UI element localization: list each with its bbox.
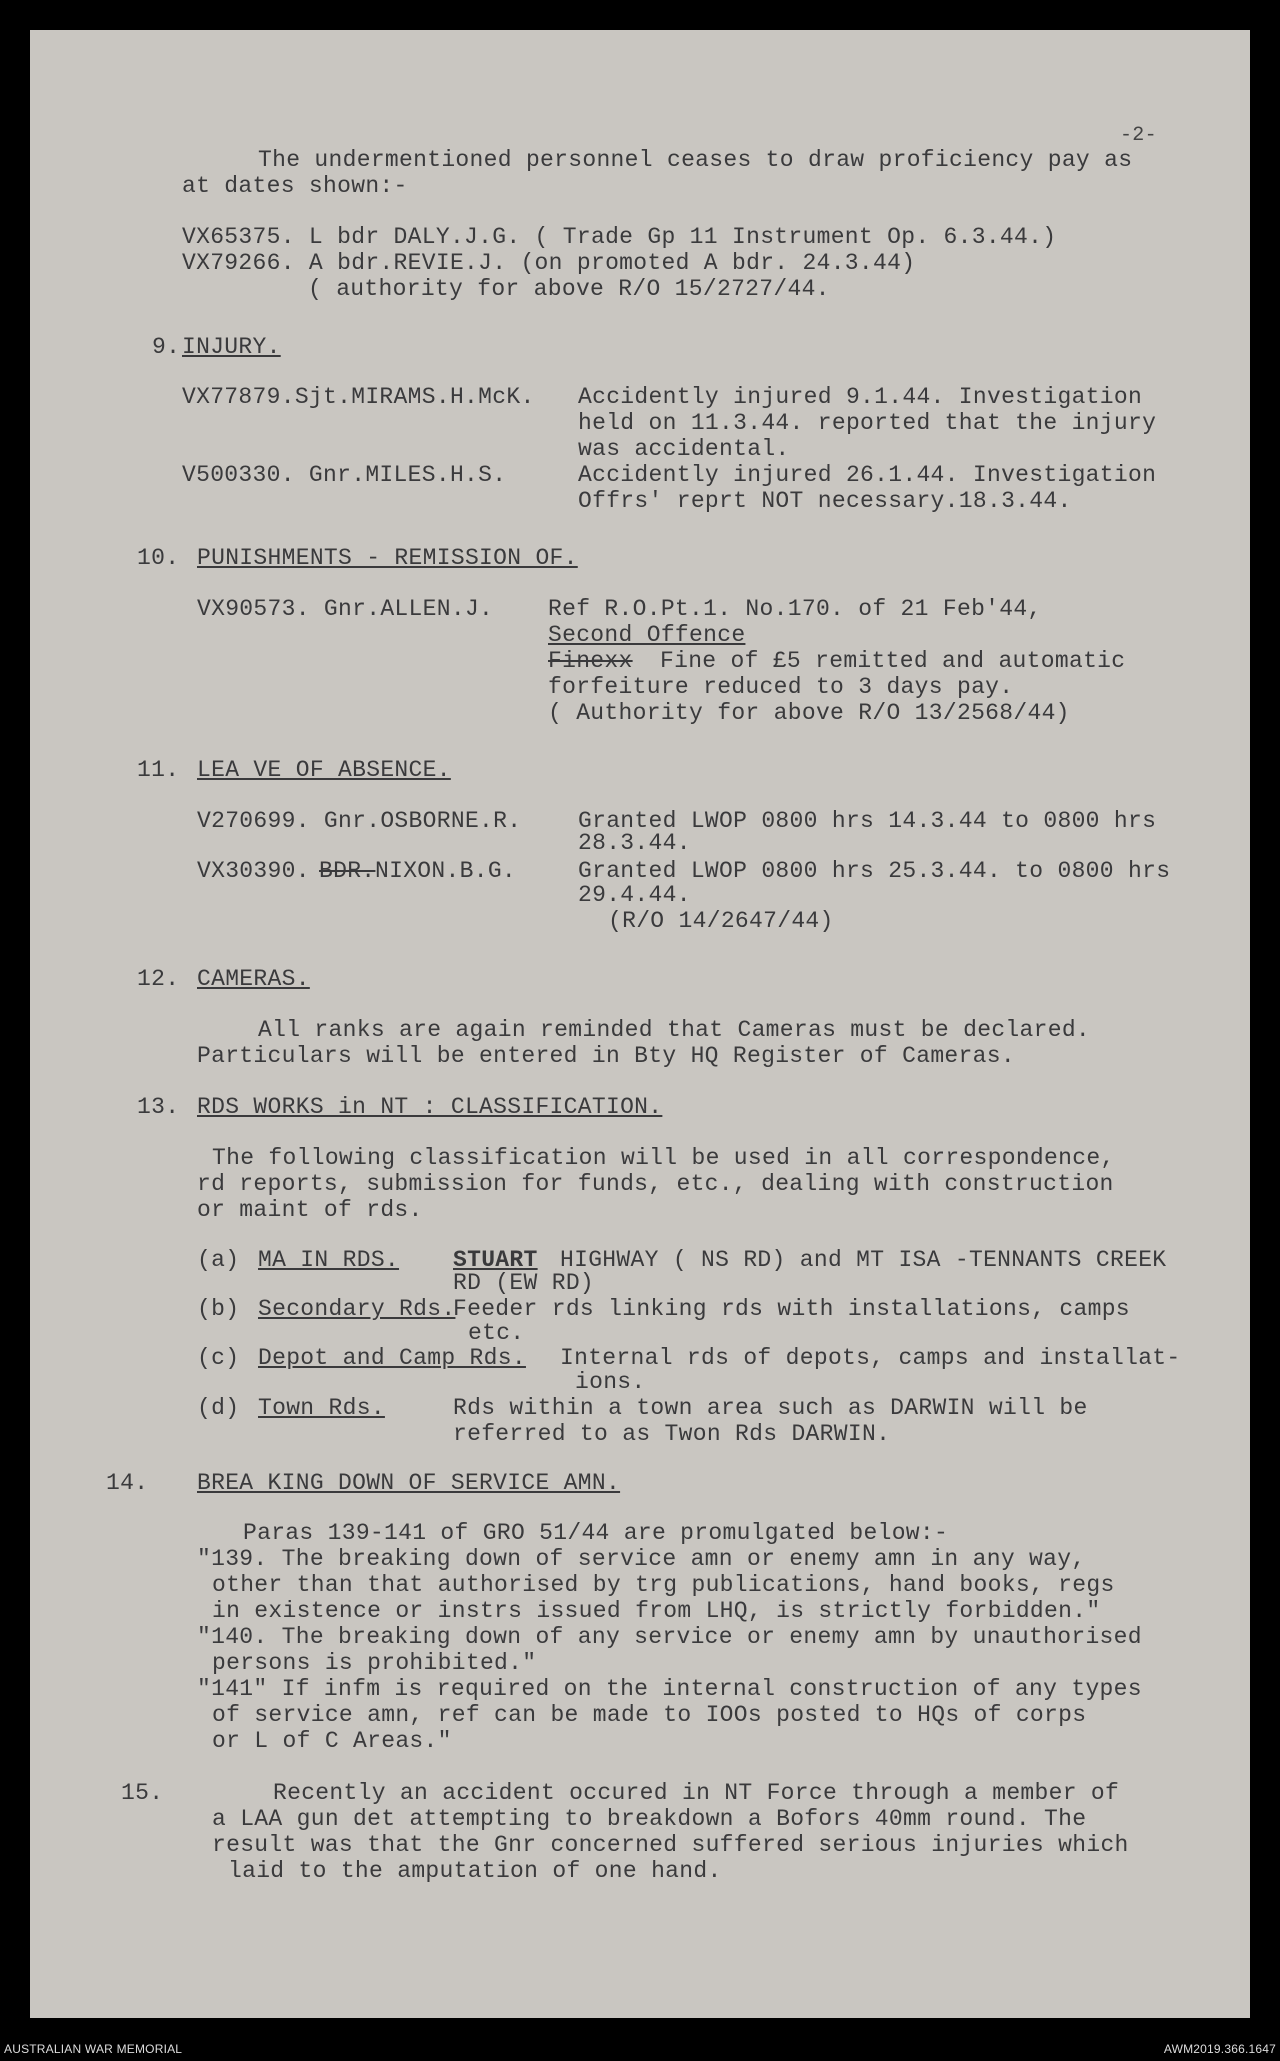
classification-para-line-1: The following classification will be used in all correspondence, <box>212 1145 1115 1171</box>
intro-text-line-2: at dates shown:- <box>182 173 408 199</box>
cameras-line-1: All ranks are again reminded that Cameras must be declared. <box>258 1017 1091 1043</box>
item-c-text-line-1: Internal rds of depots, camps and installat- <box>560 1345 1181 1371</box>
cameras-line-2: Particulars will be entered in Bty HQ Register of Cameras. <box>197 1043 1015 1069</box>
section-15-number: 15. <box>121 1780 164 1806</box>
section-13-number: 13. <box>137 1094 180 1120</box>
leave-entry-2-id-part-1: VX30390. <box>197 858 310 884</box>
classification-para-line-2: rd reports, submission for funds, etc., dealing with construction <box>197 1171 1114 1197</box>
accident-line-1: Recently an accident occured in NT Force through a member of <box>273 1780 1120 1806</box>
punishment-line-3: Fine of £5 remitted and automatic <box>660 648 1126 674</box>
item-b-text-line-2: etc. <box>468 1320 525 1346</box>
punishment-line-4: forfeiture reduced to 3 days pay. <box>548 674 1014 700</box>
punishment-line-1: Ref R.O.Pt.1. No.170. of 21 Feb'44, <box>548 596 1042 622</box>
injury-entry-2-line-2: Offrs' reprt NOT necessary.18.3.44. <box>578 488 1072 514</box>
section-14-number: 14. <box>106 1470 149 1496</box>
leave-entry-1-id: V270699. Gnr.OSBORNE.R. <box>197 808 522 834</box>
item-d-text-line-1: Rds within a town area such as DARWIN will be <box>453 1395 1088 1421</box>
amn-line-1: Paras 139-141 of GRO 51/44 are promulgated below:- <box>243 1520 949 1546</box>
amn-line-8: of service amn, ref can be made to IOOs posted to HQs of corps <box>212 1702 1087 1728</box>
document-page <box>30 30 1250 2018</box>
item-a-bold-word: STUART <box>453 1247 538 1273</box>
intro-entry-2: VX79266. A bdr.REVIE.J. (on promoted A bdr. 24.3.44) <box>182 250 916 276</box>
section-9-title: INJURY. <box>182 334 281 360</box>
injury-entry-1-line-1: Accidently injured 9.1.44. Investigation <box>578 384 1143 410</box>
punishment-struck-word: Finexx <box>548 648 633 674</box>
intro-entry-1: VX65375. L bdr DALY.J.G. ( Trade Gp 11 Instrument Op. 6.3.44.) <box>182 224 1057 250</box>
punishment-line-5: ( Authority for above R/O 13/2568/44) <box>548 700 1070 726</box>
amn-line-4: in existence or instrs issued from LHQ, is strictly forbidden." <box>212 1598 1101 1624</box>
classification-para-line-3: or maint of rds. <box>197 1197 423 1223</box>
item-b-label: (b) <box>197 1296 240 1322</box>
section-13-title: RDS WORKS in NT : CLASSIFICATION. <box>197 1094 663 1120</box>
injury-entry-2-line-1: Accidently injured 26.1.44. Investigation <box>578 462 1157 488</box>
section-10-title: PUNISHMENTS - REMISSION OF. <box>197 545 578 571</box>
item-d-title: Town Rds. <box>258 1395 385 1421</box>
section-12-number: 12. <box>137 966 180 992</box>
section-11-title: LEA VE OF ABSENCE. <box>197 757 451 783</box>
item-d-text-line-2: referred to as Twon Rds DARWIN. <box>453 1421 891 1447</box>
item-a-title: MA IN RDS. <box>258 1247 400 1273</box>
footer-archive-id: AWM2019.366.1647 <box>1163 2042 1276 2056</box>
amn-line-9: or L of C Areas." <box>212 1728 452 1754</box>
injury-entry-2-id: V500330. Gnr.MILES.H.S. <box>182 462 507 488</box>
item-a-text-line-1: HIGHWAY ( NS RD) and MT ISA -TENNANTS CREEK <box>560 1247 1167 1273</box>
leave-entry-2-line-1: Granted LWOP 0800 hrs 25.3.44. to 0800 hrs <box>578 858 1171 884</box>
accident-line-2: a LAA gun det attempting to breakdown a Bofors 40mm round. The <box>212 1806 1087 1832</box>
injury-entry-1-line-2: held on 11.3.44. reported that the injury <box>578 410 1157 436</box>
accident-line-3: result was that the Gnr concerned suffered serious injuries which <box>212 1832 1129 1858</box>
section-9-number: 9. <box>152 334 181 360</box>
leave-entry-1-line-2: 28.3.44. <box>578 830 691 856</box>
section-10-number: 10. <box>137 545 180 571</box>
intro-text-line-1: The undermentioned personnel ceases to draw proficiency pay as <box>258 147 1133 173</box>
amn-line-3: other than that authorised by trg publications, hand books, regs <box>212 1572 1115 1598</box>
accident-line-4: laid to the amputation of one hand. <box>228 1858 722 1884</box>
amn-line-6: persons is prohibited." <box>212 1650 537 1676</box>
item-c-title: Depot and Camp Rds. <box>258 1345 526 1371</box>
section-11-number: 11. <box>137 757 180 783</box>
section-12-title: CAMERAS. <box>197 966 310 992</box>
punishment-line-2: Second Offence <box>548 622 746 648</box>
leave-entry-2-id-part-2: BDR. <box>319 858 376 884</box>
amn-line-7: "141" If infm is required on the internal construction of any types <box>197 1676 1142 1702</box>
item-c-text-line-2: ions. <box>575 1369 646 1395</box>
leave-entry-2-line-2: 29.4.44. <box>578 882 691 908</box>
footer-archive-name: AUSTRALIAN WAR MEMORIAL <box>4 2042 183 2056</box>
item-a-label: (a) <box>197 1247 240 1273</box>
punishment-entry-id: VX90573. Gnr.ALLEN.J. <box>197 596 494 622</box>
amn-line-2: "139. The breaking down of service amn or enemy amn in any way, <box>197 1546 1086 1572</box>
intro-authority: ( authority for above R/O 15/2727/44. <box>308 276 830 302</box>
leave-entry-2-id-part-3: NIXON.B.G. <box>375 858 517 884</box>
injury-entry-1-id: VX77879.Sjt.MIRAMS.H.McK. <box>182 384 535 410</box>
section-14-title: BREA KING DOWN OF SERVICE AMN. <box>197 1470 621 1496</box>
leave-entry-1-line-1: Granted LWOP 0800 hrs 14.3.44 to 0800 hrs <box>578 808 1157 834</box>
leave-authority: (R/O 14/2647/44) <box>608 908 834 934</box>
item-b-title: Secondary Rds. <box>258 1296 456 1322</box>
injury-entry-1-line-3: was accidental. <box>578 436 790 462</box>
amn-line-5: "140. The breaking down of any service or enemy amn by unauthorised <box>197 1624 1142 1650</box>
page-number-mark: -2- <box>1120 124 1157 147</box>
item-a-text-line-2: RD (EW RD) <box>453 1270 595 1296</box>
item-b-text-line-1: Feeder rds linking rds with installations, camps <box>453 1296 1130 1322</box>
item-c-label: (c) <box>197 1345 240 1371</box>
item-d-label: (d) <box>197 1395 240 1421</box>
